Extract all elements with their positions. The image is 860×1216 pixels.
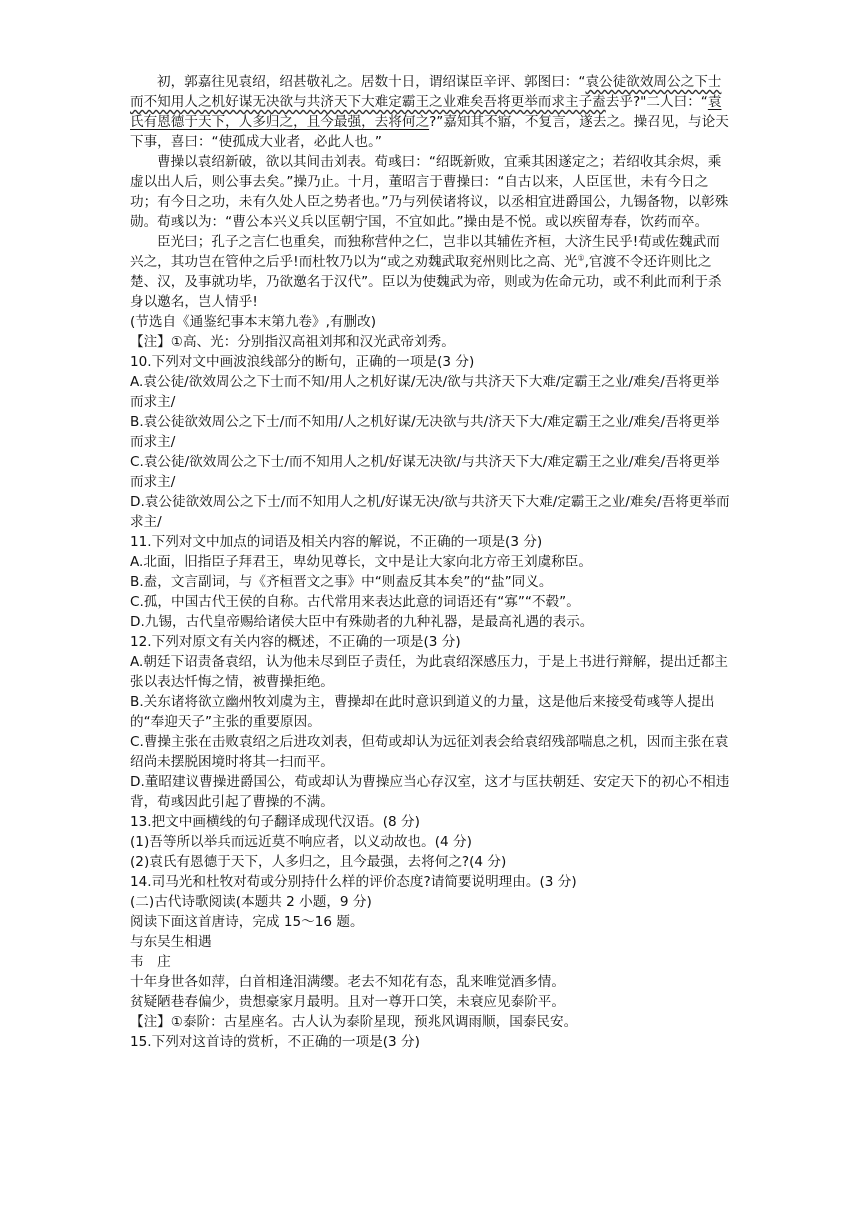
option-10-c: C.袁公徒/欲效周公之下士/而不知用人之机/好谋无决欲/与共济天下大/难定霸王之业/难矣/吾将更举而求主/ <box>130 454 720 490</box>
poetry-instruction: 阅读下面这首唐诗，完成 15～16 题。 <box>130 914 364 930</box>
option-11-c: C.孤，中国古代王侯的自称。古代常用来表达此意的词语还有“寡”“不毂”。 <box>130 594 580 610</box>
question-13-part-1: (1)吾等所以举兵而远近莫不响应者，以义动故也。(4 分) <box>130 834 472 850</box>
poem-note: 【注】①泰阶：古星座名。古人认为泰阶星现，预兆风调雨顺，国泰民安。 <box>130 1014 578 1030</box>
wavy-underlined-sentence: 袁公徒欲效周公之下士而不知用人之机好谋无决欲与共济天下大难定霸王之业难矣吾将更举而求主子盍 <box>130 74 722 110</box>
option-11-b: B.盍，文言副词，与《齐桓晋文之事》中“则盍反其本矣”的“盐”同义。 <box>130 574 553 590</box>
option-10-d: D.袁公徒欲效周公之下士/而不知用人之机/好谋无决/欲与共济天下大难/定霸王之业/难矣/吾将更举而求主/ <box>130 494 730 530</box>
question-14: 14.司马光和杜牧对荀或分别持什么样的评价态度?请简要说明理由。(3 分) <box>130 874 577 890</box>
option-11-a: A.北面，旧指臣子拜君王，卑幼见尊长，文中是让大家向北方帝王刘虞称臣。 <box>130 554 592 570</box>
option-12-d: D.董昭建议曹操进爵国公，荀或却认为曹操应当心存汉室，这才与匡扶朝廷、安定天下的初心不相违背，荀彧因此引起了曹操的不满。 <box>130 774 730 810</box>
option-12-c: C.曹操主张在击败袁绍之后进攻刘表，但荀或却认为远征刘表会给袁绍残部喘息之机，因而主张在袁绍尚未摆脱困境时将其一扫而平。 <box>130 734 729 770</box>
footnote-marker: ① <box>577 253 585 263</box>
poem-line-2: 贫疑陋巷春偏少，贵想豪家月最明。且对一尊开口笑，未衰应见泰阶平。 <box>130 994 565 1010</box>
question-11: 11.下列对文中加点的词语及相关内容的解说，不正确的一项是(3 分) <box>130 534 543 550</box>
poem-author: 韦 庄 <box>130 954 171 970</box>
question-15: 15.下列对这首诗的赏析，不正确的一项是(3 分) <box>130 1034 420 1050</box>
passage-note: 【注】①高、光：分别指汉高祖刘邦和汉光武帝刘秀。 <box>130 334 455 350</box>
option-10-b: B.袁公徒欲效周公之下士/而不知用/人之机好谋/无决欲与共/济天下大/难定霸王之业/难矣/吾将更举而求主/ <box>130 414 720 450</box>
passage-paragraph-3: 臣光曰；孔子之言仁也重矣，而独称营仲之仁，岂非以其辅佐齐桓，大济生民乎!荀或佐魏武而兴之，其功岂在管仲之后乎!而杜牧乃以为“或之劝魏武取兖州则比之高、光①,官渡不令还许则比之楚、汉，及事就功毕，乃欲邀名于汉代”。臣以为使魏武为帝，则或为佐命元功，或不利此而利于杀身以邀名，岂人情乎! <box>130 234 722 310</box>
document-page <box>130 72 730 1052</box>
passage-paragraph-2: 曹操以袁绍新破，欲以其间击刘表。荀彧曰：“绍既新败，宜乘其困遂定之；若绍收其余烬，乘虚以出人后，则公事去矣。”操乃止。十月，董昭言于曹操曰：“自古以来，人臣匡世，未有今日之功；有今日之功，未有久处人臣之势者也。”乃与列侯诸将议，以丞相宜进爵国公，九锡备物，以彰殊勋。荀彧以为：“曹公本兴义兵以匡朝宁国，不宜如此。”操由是不悦。或以疾留寿春，饮药而卒。 <box>130 154 729 230</box>
question-13-part-2: (2)袁氏有恩德于天下，人多归之，且今最强，去将何之?(4 分) <box>130 854 507 870</box>
source-citation: (节选自《通鉴纪事本末第九卷》,有删改) <box>130 314 377 330</box>
passage-paragraph-1: 初，郭嘉往见袁绍，绍甚敬礼之。居数十日，谓绍谋臣辛评、郭图曰：“袁公徒欲效周公之下士而不知用人之机好谋无决欲与共济天下大难定霸王之业难矣吾将更举而求主子盍去乎?"二人曰：“袁氏有恩德于天下，人多归之，且今最强，去将何之?”嘉知其不寤，不复言，遂去之。操召见，与论天下事，喜曰：“使孤成大业者，必此人也。” <box>130 74 729 150</box>
poem-title: 与东吴生相遇 <box>130 934 212 950</box>
underlined-sentence: 袁氏有恩德于天下，人多归之，且今最强，去将何之 <box>130 94 722 130</box>
section-heading-poetry: (二)古代诗歌阅读(本题共 2 小题，9 分) <box>130 894 372 910</box>
option-11-d: D.九锡，古代皇帝赐给诸侯大臣中有殊勋者的九种礼器，是最高礼遇的表示。 <box>130 614 594 630</box>
poem-line-1: 十年身世各如萍，白首相逢泪满缨。老去不知花有态，乱来唯觉酒多情。 <box>130 974 565 990</box>
option-12-b: B.关东诸将欲立幽州牧刘虞为主，曹操却在此时意识到道义的力量，这是他后来接受荀彧等人提出的“奉迎天子”主张的重要原因。 <box>130 694 715 730</box>
option-12-a: A.朝廷下诏责备袁绍，认为他未尽到臣子责任，为此袁绍深感压力，于是上书进行辩解，提出迁都主张以表达忏悔之情，被曹操拒绝。 <box>130 654 728 690</box>
question-10: 10.下列对文中画波浪线部分的断句，正确的一项是(3 分) <box>130 354 475 370</box>
question-13: 13.把文中画横线的句子翻译成现代汉语。(8 分) <box>130 814 420 830</box>
option-10-a: A.袁公徒/欲效周公之下士而不知/用人之机好谋/无决/欲与共济天下大难/定霸王之业/难矣/吾将更举而求主/ <box>130 374 720 410</box>
question-12: 12.下列对原文有关内容的概述，不正确的一项是(3 分) <box>130 634 461 650</box>
